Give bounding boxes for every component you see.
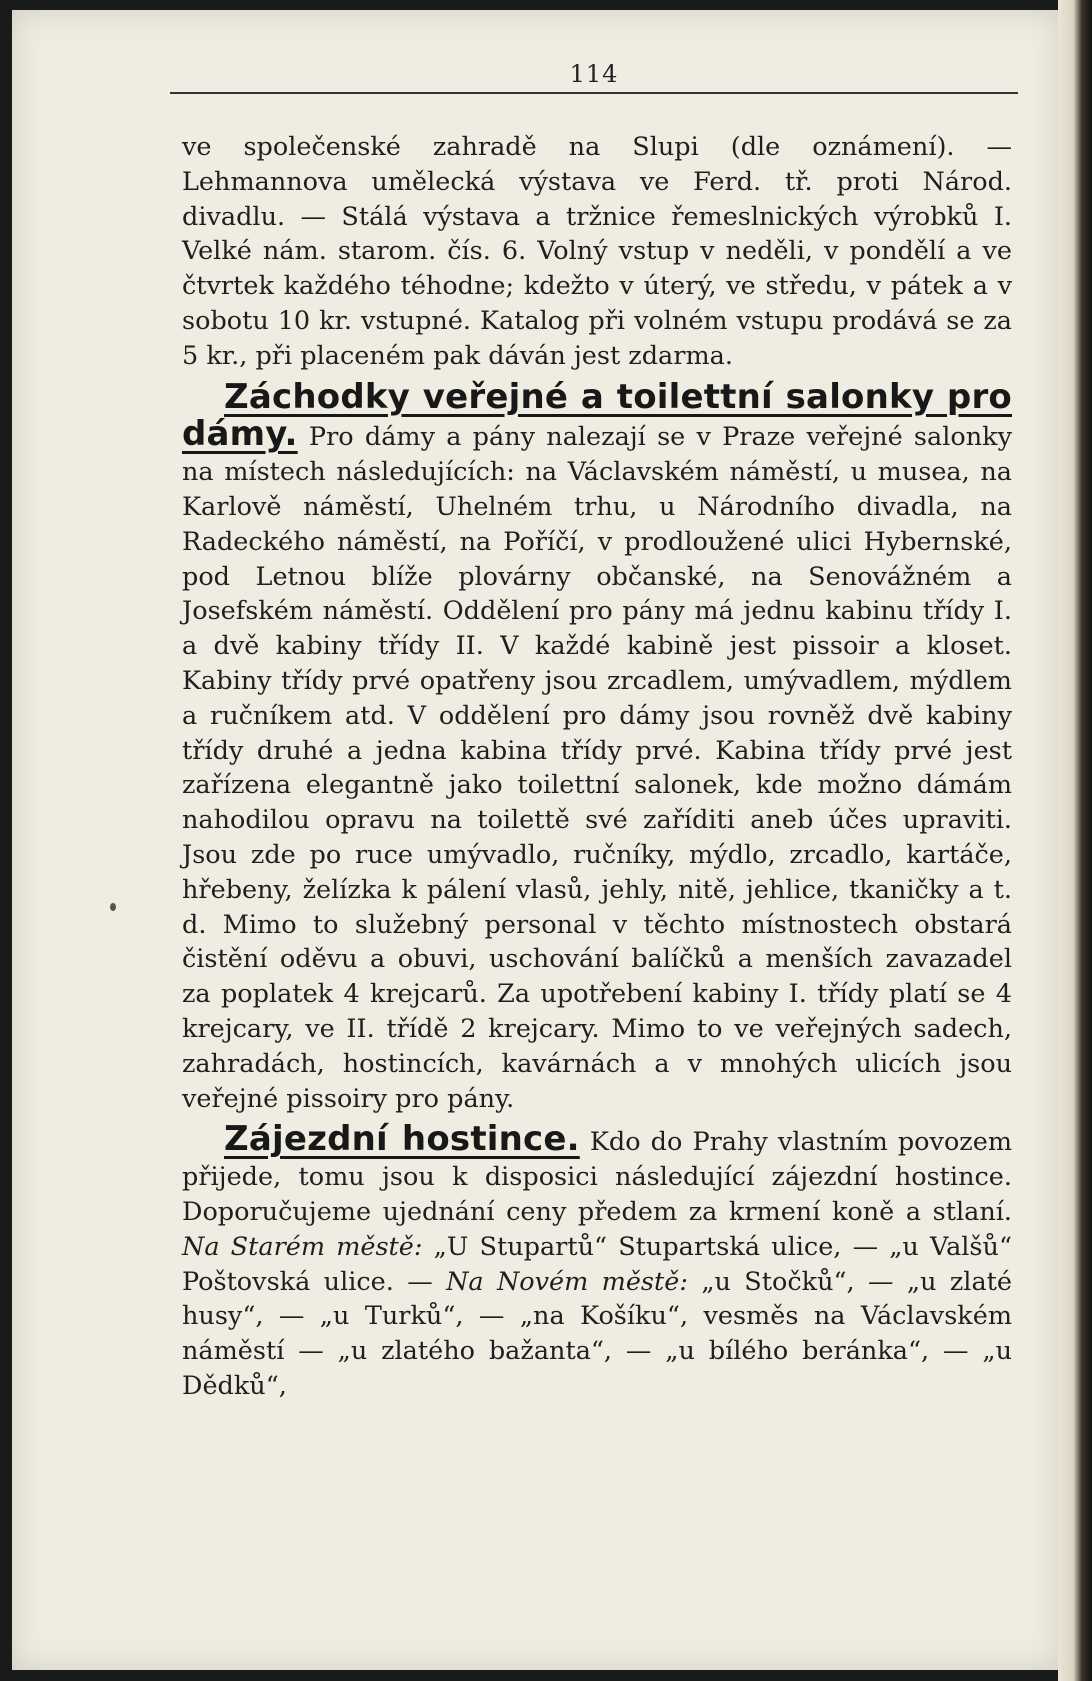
inns-section	[182, 1119, 1012, 1403]
inns-heading: Zájezdní hostince.	[224, 1119, 580, 1160]
page-text	[182, 130, 1012, 1404]
book-page	[12, 10, 1060, 1670]
toilets-section	[182, 376, 1012, 1117]
book-spine-edge	[1058, 0, 1092, 1681]
ink-speck	[110, 903, 116, 911]
inns-body-2: „U Stupartů“ Stupartská ulice, — „u Valšů“ Poštovská ulice. —	[182, 1231, 1012, 1297]
toilets-heading: Záchodky veřejné a toilettní salonky pro dámy.	[182, 376, 1012, 455]
page-header	[170, 58, 1018, 98]
inns-body-1: Kdo do Prahy vlastním povozem přijede, tomu jsou k disposici následující zájezdní hostince. Doporučujeme ujednání ceny předem za krmení koně a stlaní.	[182, 1127, 1012, 1227]
page-number: 114	[569, 60, 619, 88]
toilets-body: Pro dámy a pány nalezají se v Praze veřejné salonky na místech následujících: na Václavském náměstí, u musea, na Karlově náměstí, Uhelném trhu, u Národního divadla, na Radeckého náměstí, na Poříčí, v prodloužené ulici Hybernské, pod Letnou blíže plovárny občanské, na Senovážném a Josefském náměstí. Oddělení pro pány má jednu kabinu třídy I. a dvě kabiny třídy II. V každé kabině jest pissoir a kloset. Kabiny třídy prvé opatřeny jsou zrcadlem, umývadlem, mýdlem a ručníkem atd. V oddělení pro dámy jsou rovněž dvě kabiny třídy druhé a jedna kabina třídy prvé. Kabina třídy prvé jest zařízena elegantně jako toilettní salonek, kde možno dámám nahodilou opravu na toilettě své zaříditi aneb účes upraviti. Jsou zde po ruce umývadlo, ručníky, mýdlo, zrcadlo, kartáče, hřebeny, želízka k pálení vlasů, jehly, nitě, jehlice, tkaničky a t. d. Mimo to služebný personal v těchto místnostech obstará čistění oděvu a obuvi, uschování balíčků a menších zavazadel za poplatek 4 krejcarů. Za upotřebení kabiny I. třídy platí se 4 krejcary, ve II. třídě 2 krejcary. Mimo to ve veřejných sadech, zahradách, hostincích, kavárnách a v mnohých ulicích jsou veřejné pissoiry pro pány.	[182, 422, 1012, 1114]
inns-body-3: „u Stočků“, — „u zlaté husy“, — „u Turků“, — „na Košíku“, vesměs na Václavském náměstí — „u zlatého bažanta“, — „u bílého beránka“, — „u Dědků“,	[182, 1266, 1012, 1401]
stare-mesto-label: Na Starém městě:	[182, 1231, 423, 1262]
header-rule	[170, 92, 1018, 94]
nove-mesto-label: Na Novém městě:	[446, 1266, 688, 1297]
intro-paragraph: ve společenské zahradě na Slupi (dle oznámení). — Lehmannova umělecká výstava ve Ferd. tř. proti Národ. divadlu. — Stálá výstava a tržnice řemeslnických výrobků I. Velké nám. starom. čís. 6. Volný vstup v neděli, v pondělí a ve čtvrtek každého téhodne; kdežto v úterý, ve středu, v pátek a v sobotu 10 kr. vstupné. Katalog při volném vstupu prodává se za 5 kr., při placeném pak dáván jest zdarma.	[182, 132, 1012, 371]
